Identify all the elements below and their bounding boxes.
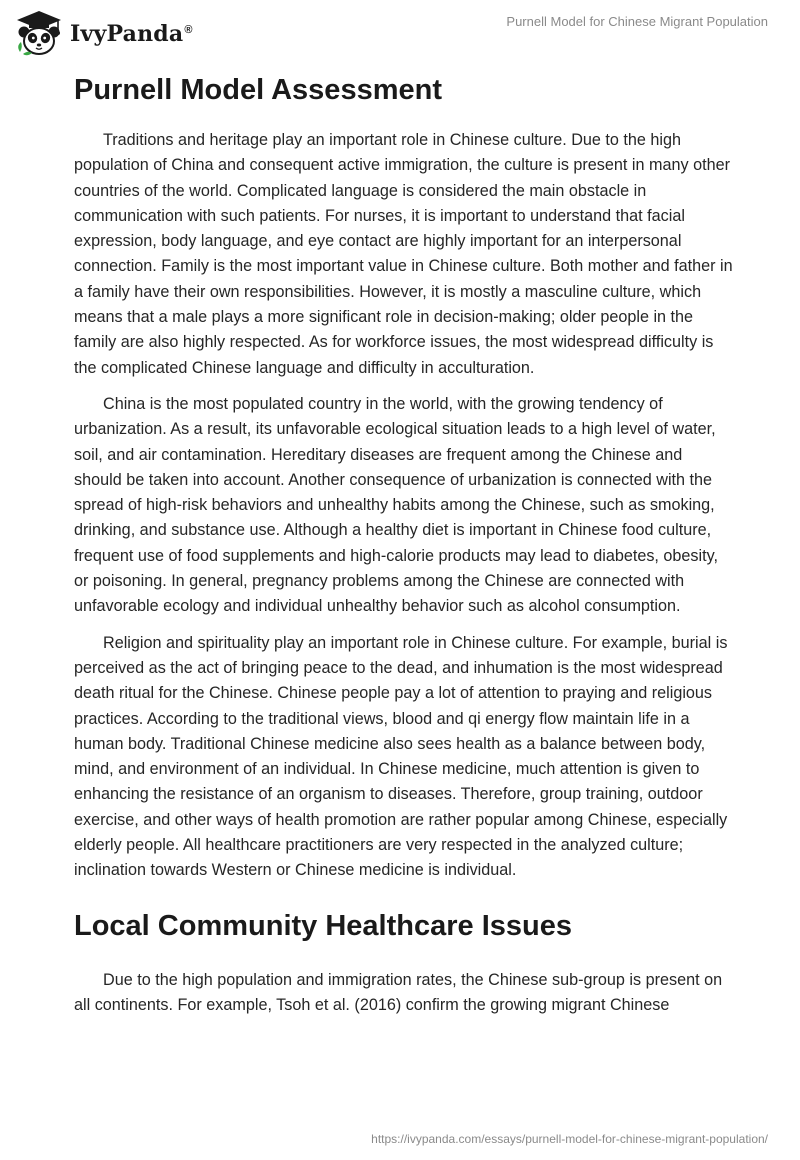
- paragraph: Religion and spirituality play an important role in Chinese culture. For example, burial is perceived as the act of bringing peace to the dead, and inhumation is the most widespread death ritual for the Chinese. Chinese people pay a lot of attention to praying and religious practices. According to the traditional views, blood and qi energy flow maintain life in a human body. Traditional Chinese medicine also sees health as a balance between body, mind, and environment of an individual. In Chinese medicine, much attention is given to enhancing the resistance of an organism to diseases. Therefore, group training, outdoor exercise, and other ways of health promotion are rather popular among Chinese, especially elderly people. All healthcare practitioners are very respected in the analyzed culture; inclination towards Western or Chinese medicine is individual.: [74, 633, 728, 880]
- paragraph: Traditions and heritage play an important role in Chinese culture. Due to the high population of China and consequent active immigration, the culture is present in many other countries of the world. Complicated language is considered the main obstacle in communication with such patients. For nurses, it is important to understand that facial expression, body language, and eye contact are highly important for an interpersonal connection. Family is the most important value in Chinese culture. Both mother and father in a family have their own responsibilities. However, it is mostly a masculine culture, which means that a male plays a more significant role in decision-making; older people in the family are also highly respected. As for workforce issues, the most widespread difficulty is the complicated Chinese language and difficulty in acculturation.: [74, 131, 733, 377]
- section-heading: Purnell Model Assessment: [74, 74, 442, 106]
- source-url[interactable]: https://ivypanda.com/essays/purnell-model-for-chinese-migrant-population/: [371, 1132, 768, 1146]
- graduation-panda-icon: [14, 8, 64, 58]
- brand-name: IvyPanda®: [70, 21, 193, 47]
- brand-logo[interactable]: [14, 8, 193, 58]
- page-header: [0, 0, 800, 64]
- paragraph: China is the most populated country in the world, with the growing tendency of urbanization. As a result, its unfavorable ecological situation leads to a high level of water, soil, and air contamination. Hereditary diseases are frequent among the Chinese and should be taken into account. Another consequence of urbanization is connected with the spread of high-risk behaviors and unhealthy habits among the Chinese, such as smoking, drinking, and substance use. Although a healthy diet is important in Chinese food culture, frequent use of food supplements and high-calorie products may lead to diabetes, obesity, or poisoning. In general, pregnancy problems among the Chinese are connected with unfavorable ecology and individual unhealthy behavior such as alcohol consumption.: [74, 394, 718, 616]
- essay-content: [74, 70, 734, 1029]
- section-heading: Local Community Healthcare Issues: [74, 909, 572, 942]
- paragraph: Due to the high population and immigration rates, the Chinese sub-group is present on all continents. For example, Tsoh et al. (2016) confirm the growing migrant Chinese: [74, 970, 723, 1014]
- document-title: Purnell Model for Chinese Migrant Population: [506, 14, 768, 29]
